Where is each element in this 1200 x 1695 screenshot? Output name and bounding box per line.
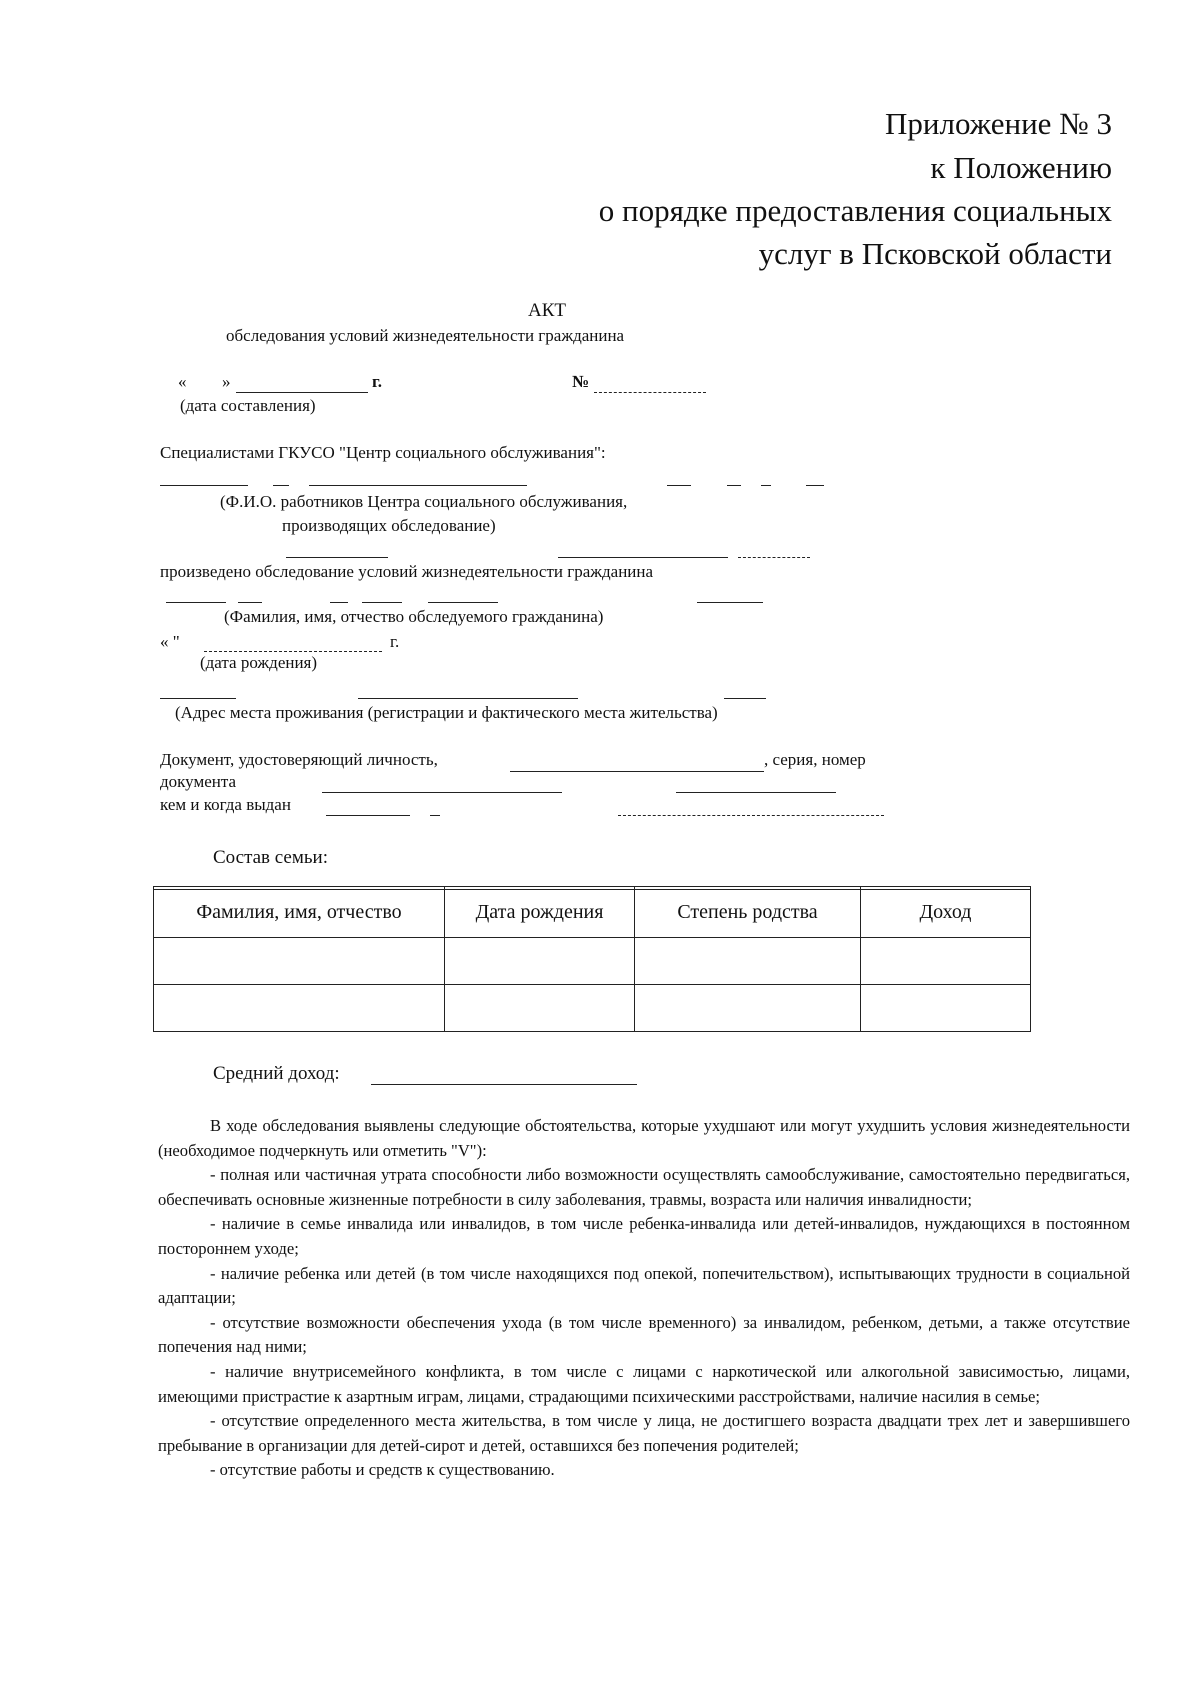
column-fullname: Фамилия, имя, отчество	[154, 887, 445, 938]
address-field-line-1[interactable]	[160, 698, 236, 699]
column-birth-date: Дата рождения	[445, 887, 635, 938]
specialists-field-line-1[interactable]	[160, 485, 248, 486]
citizen-name-line-4[interactable]	[362, 602, 402, 603]
circumstance-item: - наличие ребенка или детей (в том числе находящихся под опекой, попечительством), испытывающих трудности в социальной адаптации;	[158, 1263, 1130, 1308]
table-cell-fullname[interactable]	[154, 985, 445, 1032]
specialists-field-line-7[interactable]	[806, 485, 824, 486]
address-field-line-3[interactable]	[724, 698, 766, 699]
survey-text: произведено обследование условий жизнедеятельности гражданина	[160, 562, 654, 581]
citizen-name-line-5[interactable]	[428, 602, 498, 603]
family-table-header	[154, 887, 1031, 938]
id-document-label: Документ, удостоверяющий личность,	[160, 750, 438, 769]
citizen-name-caption: (Фамилия, имя, отчество обследуемого гражданина)	[224, 607, 604, 626]
table-cell-income[interactable]	[861, 985, 1031, 1032]
document-number-field-line[interactable]	[322, 792, 562, 793]
birth-year-suffix: г.	[390, 632, 400, 651]
specialists-caption-line1: (Ф.И.О. работников Центра социального обслуживания,	[220, 492, 628, 511]
survey-field-line-3[interactable]	[738, 557, 810, 558]
series-number-label: , серия, номер	[764, 750, 866, 769]
table-cell-relationship[interactable]	[635, 985, 861, 1032]
citizen-name-line-6[interactable]	[697, 602, 763, 603]
date-caption: (дата составления)	[180, 396, 316, 415]
circumstance-item: - отсутствие возможности обеспечения ухода (в том числе временного) за инвалидом, ребенком, детьми, а также отсутствие попечения над ними;	[158, 1312, 1130, 1357]
issued-by-field-line-2[interactable]	[430, 815, 440, 816]
act-number-field-line[interactable]	[594, 392, 706, 393]
circumstance-item: - наличие внутрисемейного конфликта, в том числе с лицами с наркотической или алкогольной зависимостью, лицами, имеющими пристрастие к азартным играм, лицами, страдающими психическими расстройствами, наличие насилия в семье;	[158, 1361, 1130, 1406]
specialists-label: Специалистами ГКУСО "Центр социального обслуживания":	[160, 443, 606, 462]
issued-by-field-line-1[interactable]	[326, 815, 410, 816]
column-relationship: Степень родства	[635, 887, 861, 938]
document-title: АКТ	[528, 300, 566, 321]
circumstances-section	[158, 1114, 1130, 1483]
circumstance-item: - отсутствие работы и средств к существованию.	[210, 1460, 555, 1480]
appendix-subject-line1: о порядке предоставления социальных	[598, 193, 1112, 228]
id-document-field-line[interactable]	[510, 771, 764, 772]
column-income: Доход	[861, 887, 1031, 938]
specialists-field-line-2[interactable]	[273, 485, 289, 486]
specialists-field-line-3[interactable]	[309, 485, 527, 486]
citizen-name-line-1[interactable]	[166, 602, 226, 603]
appendix-subject-line2: услуг в Псковской области	[758, 236, 1112, 271]
address-field-line-2[interactable]	[358, 698, 578, 699]
citizen-name-line-3[interactable]	[330, 602, 348, 603]
table-cell-income[interactable]	[861, 938, 1031, 985]
appendix-reference: к Положению	[930, 150, 1112, 185]
family-table	[153, 886, 1031, 1032]
survey-field-line-2[interactable]	[558, 557, 728, 558]
issued-by-label: кем и когда выдан	[160, 795, 291, 814]
date-quote-open: «	[178, 372, 187, 391]
table-cell-birth-date[interactable]	[445, 938, 635, 985]
family-title: Состав семьи:	[213, 847, 329, 868]
birth-quote: « "	[160, 632, 180, 651]
table-cell-fullname[interactable]	[154, 938, 445, 985]
circumstances-intro: В ходе обследования выявлены следующие обстоятельства, которые ухудшают или могут ухудшить условия жизнедеятельности (необходимое подчеркнуть или отметить "V"):	[158, 1116, 1130, 1160]
document-subtitle: обследования условий жизнедеятельности гражданина	[226, 326, 625, 345]
specialists-field-line-6[interactable]	[761, 485, 771, 486]
document-number-field-line-2[interactable]	[676, 792, 836, 793]
circumstance-item: - отсутствие определенного места жительства, в том числе у лица, не достигшего возраста двадцати трех лет и завершившего пребывание в организации для детей-сирот и детей, оставшихся без попечения родителей;	[158, 1411, 1130, 1455]
birth-date-caption: (дата рождения)	[200, 653, 318, 672]
appendix-number: Приложение № 3	[885, 106, 1112, 141]
issued-by-field-line-3[interactable]	[618, 815, 884, 816]
citizen-name-line-2[interactable]	[238, 602, 262, 603]
table-cell-relationship[interactable]	[635, 938, 861, 985]
address-caption: (Адрес места проживания (регистрации и фактического места жительства)	[175, 703, 718, 722]
date-quote-close: »	[222, 372, 231, 391]
table-cell-birth-date[interactable]	[445, 985, 635, 1032]
table-row	[154, 938, 1031, 985]
date-year-suffix: г.	[372, 372, 383, 391]
survey-field-line-1[interactable]	[286, 557, 388, 558]
specialists-caption-line2: производящих обследование)	[282, 516, 496, 535]
table-row	[154, 985, 1031, 1032]
birth-date-field-line[interactable]	[204, 651, 382, 652]
average-income-field-line[interactable]	[371, 1084, 637, 1085]
specialists-field-line-5[interactable]	[727, 485, 741, 486]
average-income-label: Средний доход:	[213, 1063, 340, 1084]
date-field-line[interactable]	[236, 392, 368, 393]
act-number-label: №	[572, 372, 590, 391]
specialists-field-line-4[interactable]	[667, 485, 691, 486]
circumstance-item: - полная или частичная утрата способности либо возможности осуществлять самообслуживание, самостоятельно передвигаться, обеспечивать основные жизненные потребности в силу заболевания, травмы, возраста или наличия инвалидности;	[158, 1165, 1130, 1209]
circumstance-item: - наличие в семье инвалида или инвалидов, в том числе ребенка-инвалида или детей-инвалидов, нуждающихся в постоянном постороннем уходе;	[158, 1214, 1130, 1258]
document-label: документа	[160, 772, 237, 791]
